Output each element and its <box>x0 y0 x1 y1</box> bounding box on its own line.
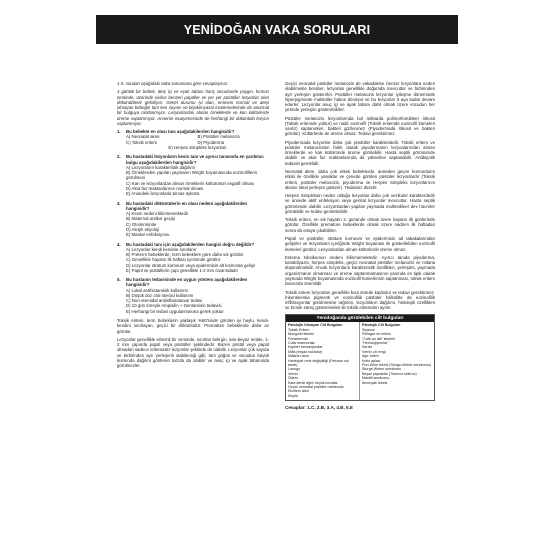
explanation-paragraph: Toksik eritem lezyonları genellikle kısa sürede kaybolur ve tedavi gerektirmez. İnkontinentia pigmenti ve eozinofilik püstüler folikülitte de eozinofilik infiltrasyonlar görülmesine rağmen, lezyonların dağılımı, histolojik özellikleri ve kronik süreç gösterimeleri ile toksik eritemden ayrılır. <box>285 289 435 311</box>
option-e: E) Mantar enfeksiyonu <box>126 232 170 238</box>
table-title: Yenidoğanda görülebilen cilt bulguları <box>286 315 434 322</box>
table-list-item: Miliaria rubra <box>288 354 309 359</box>
option-e: E) Herhangi bir tedavi uygulanmasına gerek yoktur <box>126 308 224 314</box>
table-list-item: Harlequin renk değişikliği (Fetusun sol tarafı) <box>288 358 349 367</box>
table-list-item: Kapiller hemanjiomlar <box>288 345 323 350</box>
right-column <box>285 81 435 410</box>
explanation-paragraph: Herpes Simpleksin neden olduğu lezyonlar daha çok vezikuler karakterdedir ve annede aktif enfeksiyon veya genital lezyonlar mevcuttur. Hasta septik görünümde olabilir. Lezyonlardan yapılan yaymada multinükleer dev hücreler görülebilir ve tedavi gerektirebilir. <box>285 193 435 214</box>
option-c: C) Toksik eritem <box>126 139 158 145</box>
table-list-item: Amonyak lekesi <box>362 380 388 385</box>
question-number: 3. <box>117 200 121 206</box>
table-list-item: Porselenvari <box>288 336 308 341</box>
option-b: B) Püstüler melanozis <box>197 134 240 140</box>
option-b: B) Düşük doz oral steroid kullanımı <box>126 292 194 298</box>
answers: Cevaplar: 1.C, 2.B, 3.A, 4.B, 5.E <box>285 404 353 410</box>
table-list-item: "Hemanjiyomlar" <box>362 340 389 345</box>
option-e: E) Annedeki lezyonlarla temas öyküsü <box>126 191 200 197</box>
option-d: D) Alerjik etiyoloji <box>126 226 160 232</box>
option-a: A) Lokal antihistaminik kullanımı <box>126 287 189 293</box>
table-list-item: Milla (beyaz noktalar) <box>288 349 323 354</box>
explanation-paragraph: Toksik eritem, term bebeklerin yaklaşık %50'sinde görülen iyi huylu, kendi-kendini sınırlayan, geçici bir döküntüdür. Prematüre bebeklerde daha az görülür. <box>117 318 269 334</box>
table-list-item: "Café au lait" lekeleri <box>362 336 396 341</box>
option-c: C) Non-steroidal antiinflamatuvar tedavi <box>126 298 203 304</box>
option-a: A) Lezyonların karakteristik dağılımı <box>126 164 196 170</box>
option-e: E) Papül ve püstüllerin çapı genellikle 1-2 mm civarındadır <box>126 267 239 273</box>
table-list-item: Vernix <box>288 371 298 376</box>
option-c: C) Genellikle hayatın ilk haftası içerisinde görülür <box>126 257 221 263</box>
explanation-paragraph: Papül ve püstüller, stratum korneum ve epidermisin alt tabakalarından gelişirler ve lezyonların içeriğinde Wright boyaması ile gösterilebilen eozinofil kümeleri görülür. Lezyonlardan alınan kültürlerde üreme olmaz. <box>285 236 435 252</box>
table-list-item: Ödem <box>288 376 298 381</box>
question-number: 1. <box>117 129 121 135</box>
intro-text: 1-5. sorulan aşağıdaki vaka sunumuna göre cevaplayınız. <box>117 81 229 86</box>
table-list-item: Kutis aplazi <box>362 358 381 363</box>
table-list-item: Port-Wine lekesi (Sturge-Weber sendromu) <box>362 363 431 367</box>
page-title: YENİDOĞAN VAKA SORULARI <box>96 15 458 44</box>
table-list-item: Ekzitem izleri <box>288 389 310 394</box>
explanation-paragraph: Toksik eritem, en sık hayatın 2. gününde olmak üzere hayatın ilk günlerinde görülür. Özellikle prematüre bebeklerde olmak üzere nadiren ilk haftadan sonra da ortaya çıkabilirler. <box>285 217 435 233</box>
option-d: D) Lezyonlar stratum korneum veya epidermisin alt kısmında gelişir <box>126 262 256 268</box>
table-list-item: Pellagra ve eritem <box>362 332 391 337</box>
table-column-non-pathologic <box>286 322 360 400</box>
option-e: E) Herpes Simpleks lezyonları <box>168 144 227 150</box>
case-text: 4 günlük bir bebek, ateş içi ve eyalı tabanı hariç vücudunde yaygın, kırmızı zeminde, üzerinde sivilce benzeri papüller ve yer yer püstüller lezyonlar olan dökünüblerle getiriliyor. Genel durumu iyi olan, emmesi normal ve ateşi olmayan bebeğin tam ken sayımı ve biyokimyasal incelemelerinde de anormal bir bulguya rastlanmıyor. Lezyonlardan alınan örneklerde ve kan kültürlerde üreme saptanmıyor. Annenin muayenesinde de herhangi bir düküntülü lezyon saptanmıyor. <box>117 89 269 126</box>
table-list-item: Mantill sendromu <box>362 376 390 381</box>
question-title: Bu hastanın tedavisinde en uygun yöntem aşağıdakilerden hangisidir? <box>126 277 248 288</box>
table-list-item: Kıtıpik <box>288 393 298 398</box>
option-a: A) Kesin nedeni bilinmemektedir <box>126 211 189 217</box>
table-list-item: Ağır ödem <box>362 354 379 359</box>
option-d: D) 10 gün süreyle Ampisilin + Gentamisin tedavisi <box>126 303 222 309</box>
explanation-paragraph: Piyodermada lezyonlar daha çok püstüller karakterdedir. Toksik eritem ve püstüler melanozisten farklı olarak piyodermanın lezyonlarından alınan örneklerde ve kan kültüründe üreme görülebilir. Hasta septik görünümde olabilir ve akut faz reaktanlarında da yükselme saptanabilir. Antibiyotik tedavisi gereklidir. <box>285 139 435 166</box>
option-a: A) Lezyonlar kendi kendine sınırlanır <box>126 246 197 252</box>
table-list-item: Sturge-Weber sendromu <box>362 367 402 372</box>
question-title: Bu hastadaki döküntülerin en olası nedeni aşağıdakilerden hangisidir? <box>126 200 248 211</box>
table-header: Patolojik Cilt Bulguları <box>362 323 401 328</box>
question-4 <box>117 242 269 274</box>
option-c: C) Otoimmünite <box>126 221 157 227</box>
table-list-item: Lanugo <box>288 367 300 372</box>
option-c: C) Kan ve lezyonlardan alınan örneklerin kültürünün negatif olması <box>126 180 255 186</box>
table-list-item: Toksik Eritem <box>288 327 310 332</box>
explanation-paragraph: Lezyonlar genellikle eritemli bir zeminde, sınırları belirgin, sarı-beyaz renkte, 1-2 mm çapında papül veya püstüller şeklindedir. Bazen püstül veya papül olmadan sadece eritematöz lezyonlar şeklinde de olabilir. Lezyonlar çok sayıda ve birbirinden ayrı yerleşimli olabileceği gibi, tüm göğüs ve vücudun büyük kısmında dağılım gösteren tarzda da olabilir ve avuç içi ve ayak tabanında görülmezler. <box>117 336 269 369</box>
explanation-paragraph: Eritema toksikumun nedeni bilinmemektedir. Ayırıcı tanıda piyoderma, kandidiyazis, herpes simpleks, geçici neonatal püstüler melanozis ve milaria düşünülmelidir. Ancak lezyonların karakteristik özellikleri, yerleşimi, yaymada organizmanın olmaması ve üreme saptanmamasının yanında en tipik olarak yaymada Wright boyamasında eozinofil kümelerinin saptanması, toksik eritem tanısında önemlidir. <box>285 254 435 287</box>
table-column-pathologic <box>360 322 434 400</box>
table-list-item: Mongolid lekeler <box>288 332 315 337</box>
question-number: 4. <box>117 241 121 247</box>
table-header: Patolojik Olmayan Cilt Bulguları <box>288 323 343 328</box>
question-title: Bu hastadaki tanı için aşağıdakilerden hangisi doğru değildir? <box>126 241 255 247</box>
option-b: B) Preterm bebeklerde, term bebeklere göre daha sık görülür <box>126 252 244 257</box>
table-list-item: Beyaz yapraklar (Tüberoz skleroz) <box>362 371 417 376</box>
question-title: Bu bebekte en olası tanı aşağıdakilerden hangisidir? <box>126 129 235 135</box>
table-list-item: Siyanoz <box>362 327 375 332</box>
skin-findings-table <box>285 314 435 401</box>
option-b: B) Maternal antikor geçişi <box>126 216 176 222</box>
explanation-paragraph: Püstüler melanozis lezyonlarında bol miktarda polimorfonükleer lökosit (Toksik eritemde yoktur) ve nadir eozinofil (Toksik eritemde eozinofil kümeleri vardır) saptanırken, bakteri gözlenmez (Piyodermada lökosit ve bakteri görülür). Kültürlerde de üreme olmaz. Tedavi gerektirmez. <box>285 115 435 137</box>
left-column <box>117 81 269 372</box>
table-list-item: Cutis marmorata <box>288 340 315 345</box>
question-5 <box>117 277 269 314</box>
table-list-item: Kafa derisi ağrılı büyük kılcallar <box>288 380 338 385</box>
question-1 <box>117 129 269 150</box>
question-number: 2. <box>117 154 121 160</box>
table-list-item: Vernix çit rengi <box>362 349 386 354</box>
question-number: 5. <box>117 277 121 283</box>
question-3 <box>117 201 269 238</box>
explanation-paragraph: Neonatal akne, daha çok erkek bebeklerde, anneden geçen hormonların etkisi ile özellikle yanaklar ve çenede görülen püstüler lezyonlardır (Toksik eritem, püstüler melanozis, piyoderma ve Herpes Simpleks lezyonlarının aksine lokal yerleşim gösterir). Tedavisiz düzelir. <box>285 169 435 190</box>
table-list-item: Geçici neonatal püstüler melanozis <box>288 385 344 390</box>
explanation-paragraph: Geçici neonatal püstüler melanozis de vakadakine benzer lezyonlara neden olabilmekle beraber, lezyonlar genellikle doğumda mevcuttur ve birbirinden ayrı yerleşim gösterirler. Püstüller melanozis lezyonlar iyileşme döneminde hiperpigmente makküller haline dönüşür ve bu lezyonlar 3 aya kadar devam ederler. Lezyonlar avuç içi ve ayak tabanı dahil olmak üzere vücudun her yerinde yerleşim gösterebilirler. <box>285 81 435 113</box>
option-d: D) Piyoderma <box>197 139 225 145</box>
question-2 <box>117 154 269 196</box>
option-d: D) Akut faz reaktanlarının normal olması <box>126 185 204 191</box>
option-b: B) Örneklerden yapılan yaymanın Wright boyamasında eozinofillerin görülmesi <box>126 170 258 181</box>
table-list-item: Sarılık <box>362 345 373 350</box>
question-title: Bu hastadaki lezyonların kesin tanı ve ayırıcı tanısında en yardımcı bulgu aşağıdakilerden hangisidir? <box>126 154 264 165</box>
option-a: A) Neonatal akne <box>126 134 160 140</box>
